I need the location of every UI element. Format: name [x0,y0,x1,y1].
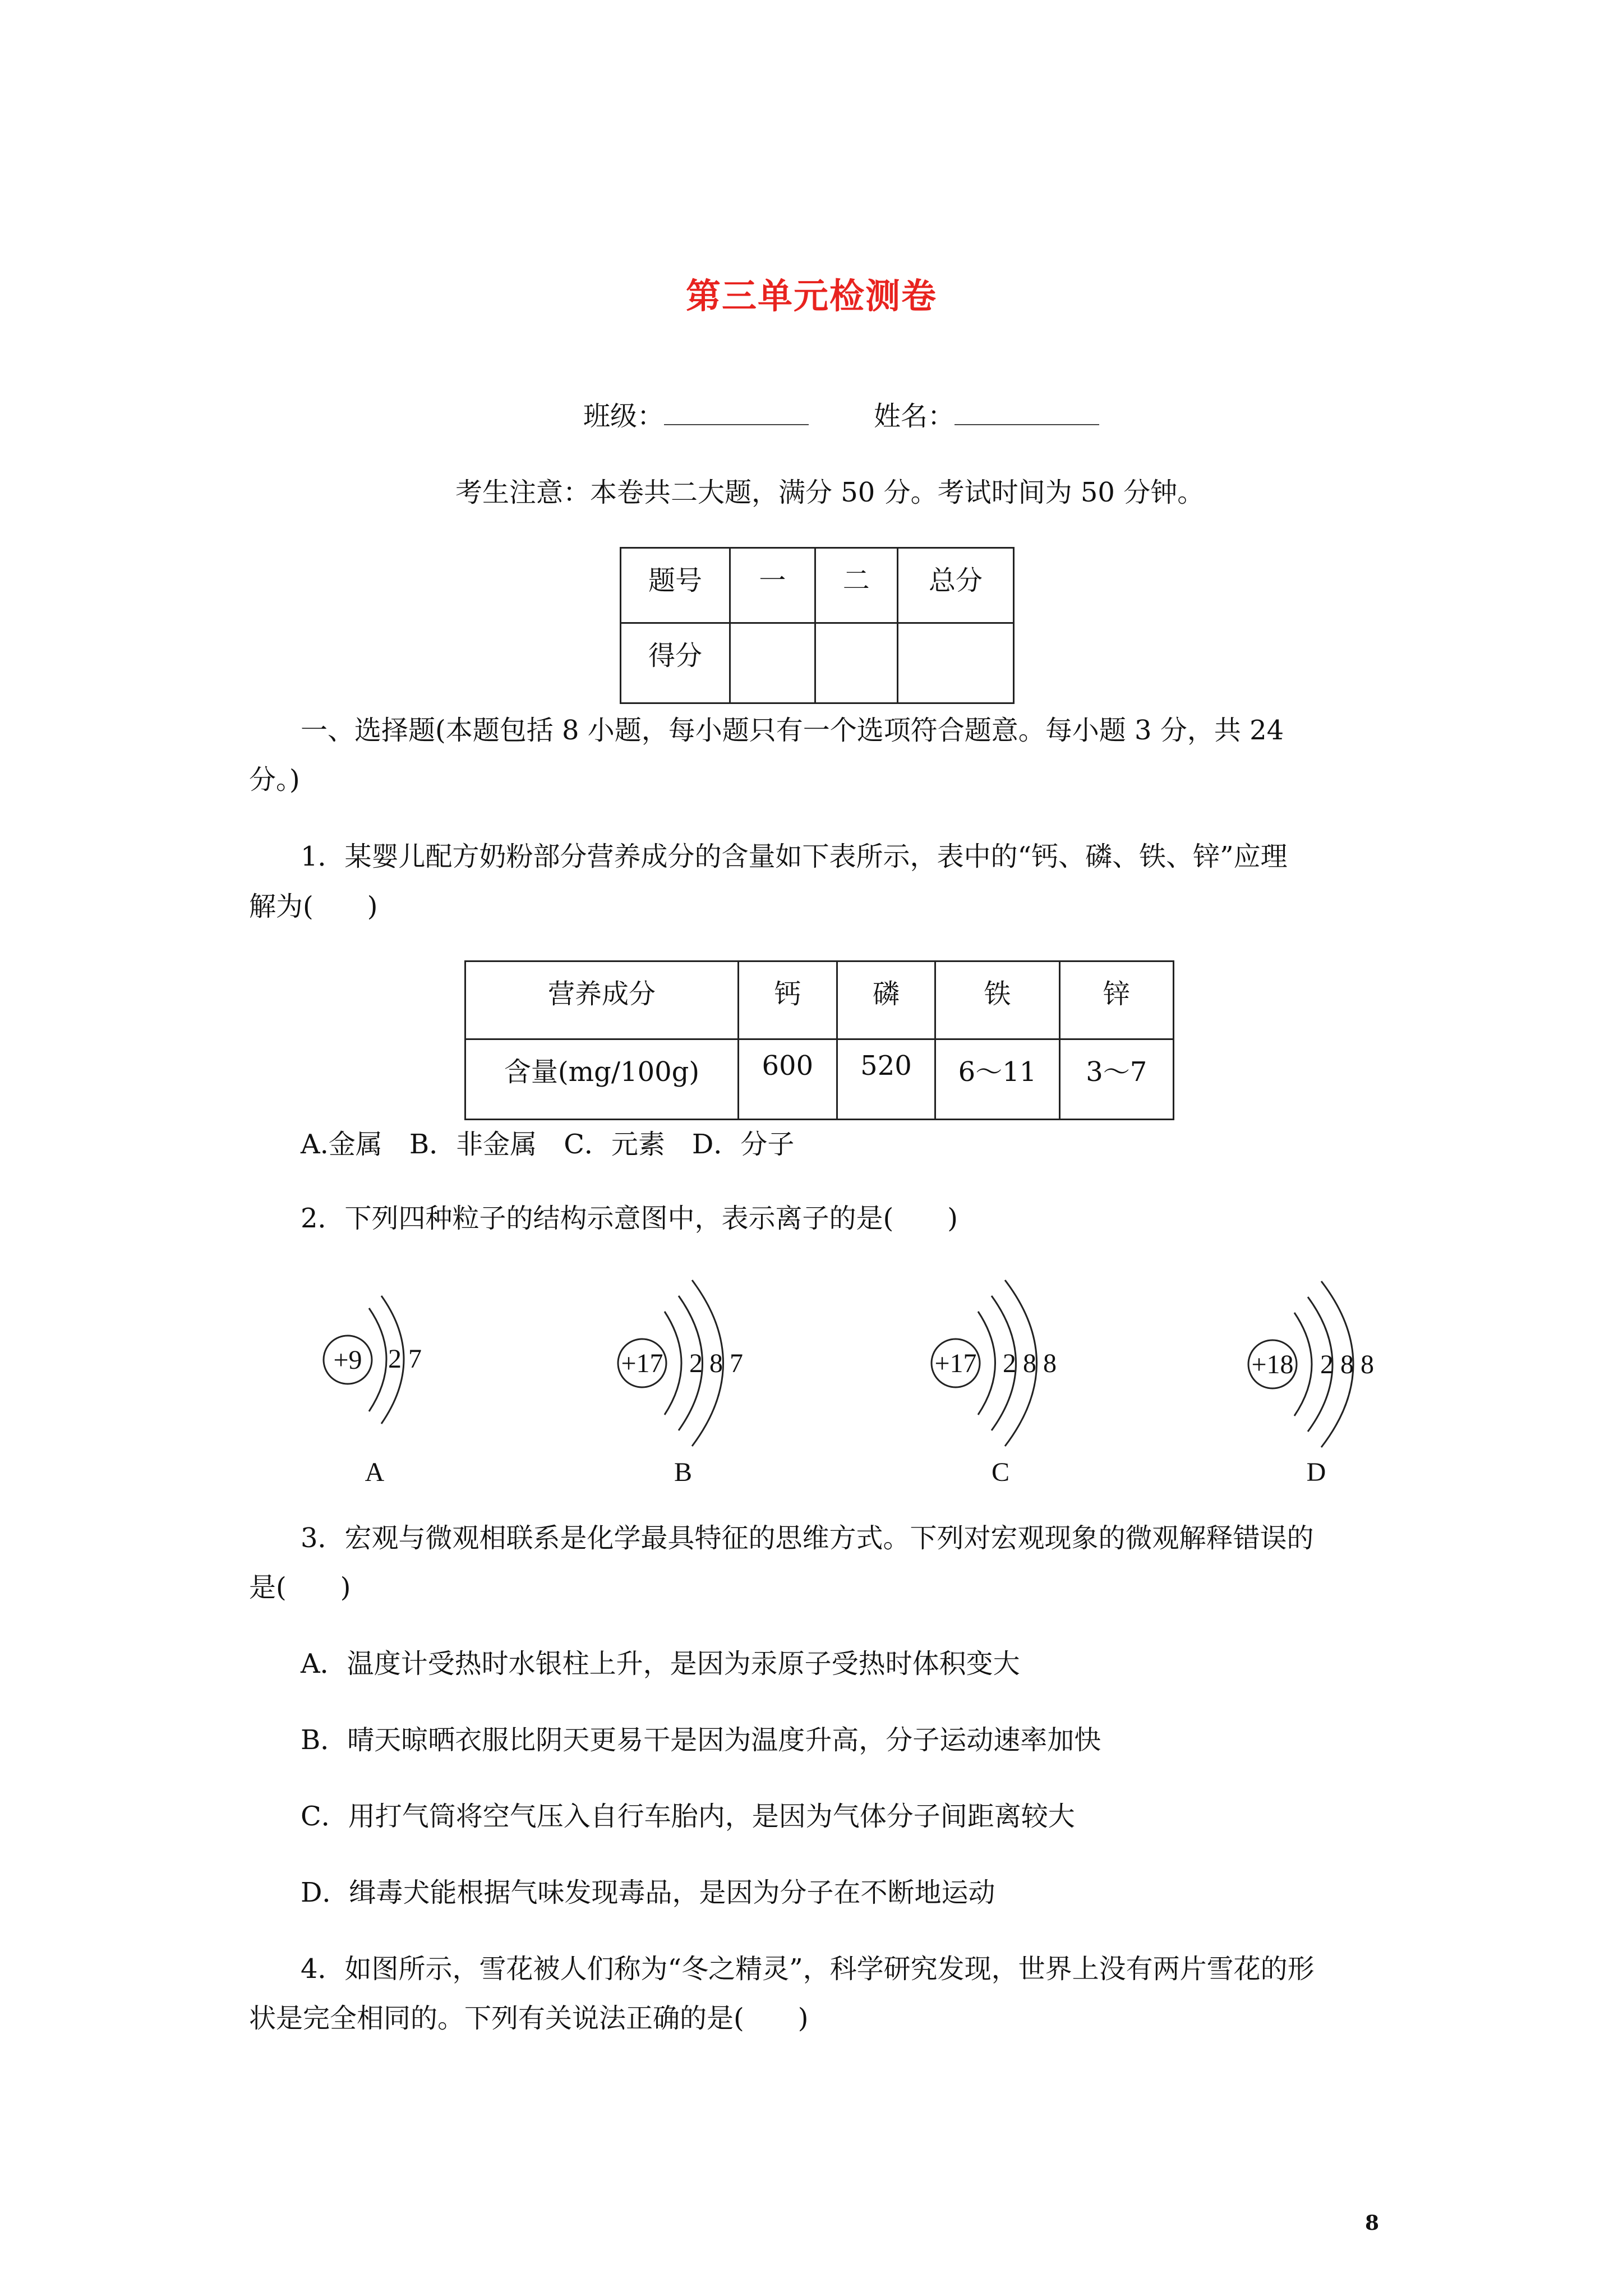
particle-label-c: C [991,1457,1010,1487]
score-table [620,547,1015,704]
score-header-cell: 题号 [621,548,730,623]
nucleus-charge-d: +18 [1251,1350,1294,1379]
electron-config-d: 2 8 8 [1320,1350,1374,1379]
section-one-line2: 分。) [249,764,300,795]
score-row-label: 得分 [621,623,730,703]
nutrition-header-cell: 营养成分 [465,961,739,1039]
page-number: 8 [1365,2211,1380,2235]
q3-stem-line1: 3．宏观与微观相联系是化学最具特征的思维方式。下列对宏观现象的微观解释错误的 [301,1522,1314,1554]
class-label: 班级： [583,401,665,432]
electron-config-a: 2 7 [388,1344,422,1374]
nutrition-header-cell: 铁 [935,961,1059,1039]
name-blank[interactable] [955,403,1099,425]
score-cell[interactable] [815,623,897,703]
electron-config-b: 2 8 7 [689,1349,743,1378]
nutrition-value-cell: 520 [837,1039,935,1120]
score-header-cell: 一 [730,548,815,623]
nutrition-value-cell: 3～7 [1059,1039,1173,1120]
q3-option-b: B．晴天晾晒衣服比阴天更易干是因为温度升高，分子运动速率加快 [301,1724,1101,1756]
particle-label-b: B [674,1457,693,1487]
q3-option-c: C．用打气筒将空气压入自行车胎内，是因为气体分子间距离较大 [301,1801,1075,1832]
nutrition-table [464,960,1174,1120]
q3-option-a: A．温度计受热时水银柱上升，是因为汞原子受热时体积变大 [301,1648,1020,1680]
electron-config-c: 2 8 8 [1003,1349,1057,1378]
nucleus-charge-c: +17 [934,1349,977,1378]
q2-stem: 2．下列四种粒子的结构示意图中，表示离子的是( ) [301,1203,958,1234]
score-header-cell: 二 [815,548,897,623]
exam-notice: 考生注意：本卷共二大题，满分 50 分。考试时间为 50 分钟。 [455,477,1205,508]
nutrition-value-cell: 600 [739,1039,837,1120]
name-field [874,399,1099,433]
class-blank[interactable] [664,403,809,425]
particle-label-d: D [1306,1457,1326,1487]
page-title: 第三单元检测卷 [685,275,937,316]
q1-options: A.金属 B．非金属 C．元素 D．分子 [301,1129,795,1160]
section-one-line1: 一、选择题(本题包括 8 小题，每小题只有一个选项符合题意。每小题 3 分，共 24 [301,715,1284,746]
electron-shell-arc [978,1312,995,1415]
score-header-cell: 总分 [897,548,1013,623]
name-label: 姓名： [874,401,955,432]
q3-stem-line2: 是( ) [249,1572,351,1603]
score-cell[interactable] [730,623,815,703]
particle-label-a: A [365,1457,385,1487]
nutrition-value-cell: 6～11 [935,1039,1059,1120]
q1-stem-line2: 解为( ) [249,891,378,922]
score-cell[interactable] [897,623,1013,703]
particle-diagrams [0,1273,1623,1509]
q4-stem-line1: 4．如图所示，雪花被人们称为“冬之精灵”，科学研究发现，世界上没有两片雪花的形 [301,1953,1315,1985]
q4-stem-line2: 状是完全相同的。下列有关说法正确的是( ) [249,2003,809,2034]
nucleus-charge-b: +17 [621,1349,663,1378]
class-field [583,399,809,433]
nutrition-header-cell: 锌 [1059,961,1173,1039]
q1-stem-line1: 1．某婴儿配方奶粉部分营养成分的含量如下表所示，表中的“钙、磷、铁、锌”应理 [301,841,1288,872]
nutrition-value-cell: 含量(mg/100g) [465,1039,739,1120]
q3-option-d: D．缉毒犬能根据气味发现毒品，是因为分子在不断地运动 [301,1877,995,1908]
nucleus-charge-a: +9 [333,1345,362,1375]
nutrition-header-cell: 磷 [837,961,935,1039]
nutrition-header-cell: 钙 [739,961,837,1039]
